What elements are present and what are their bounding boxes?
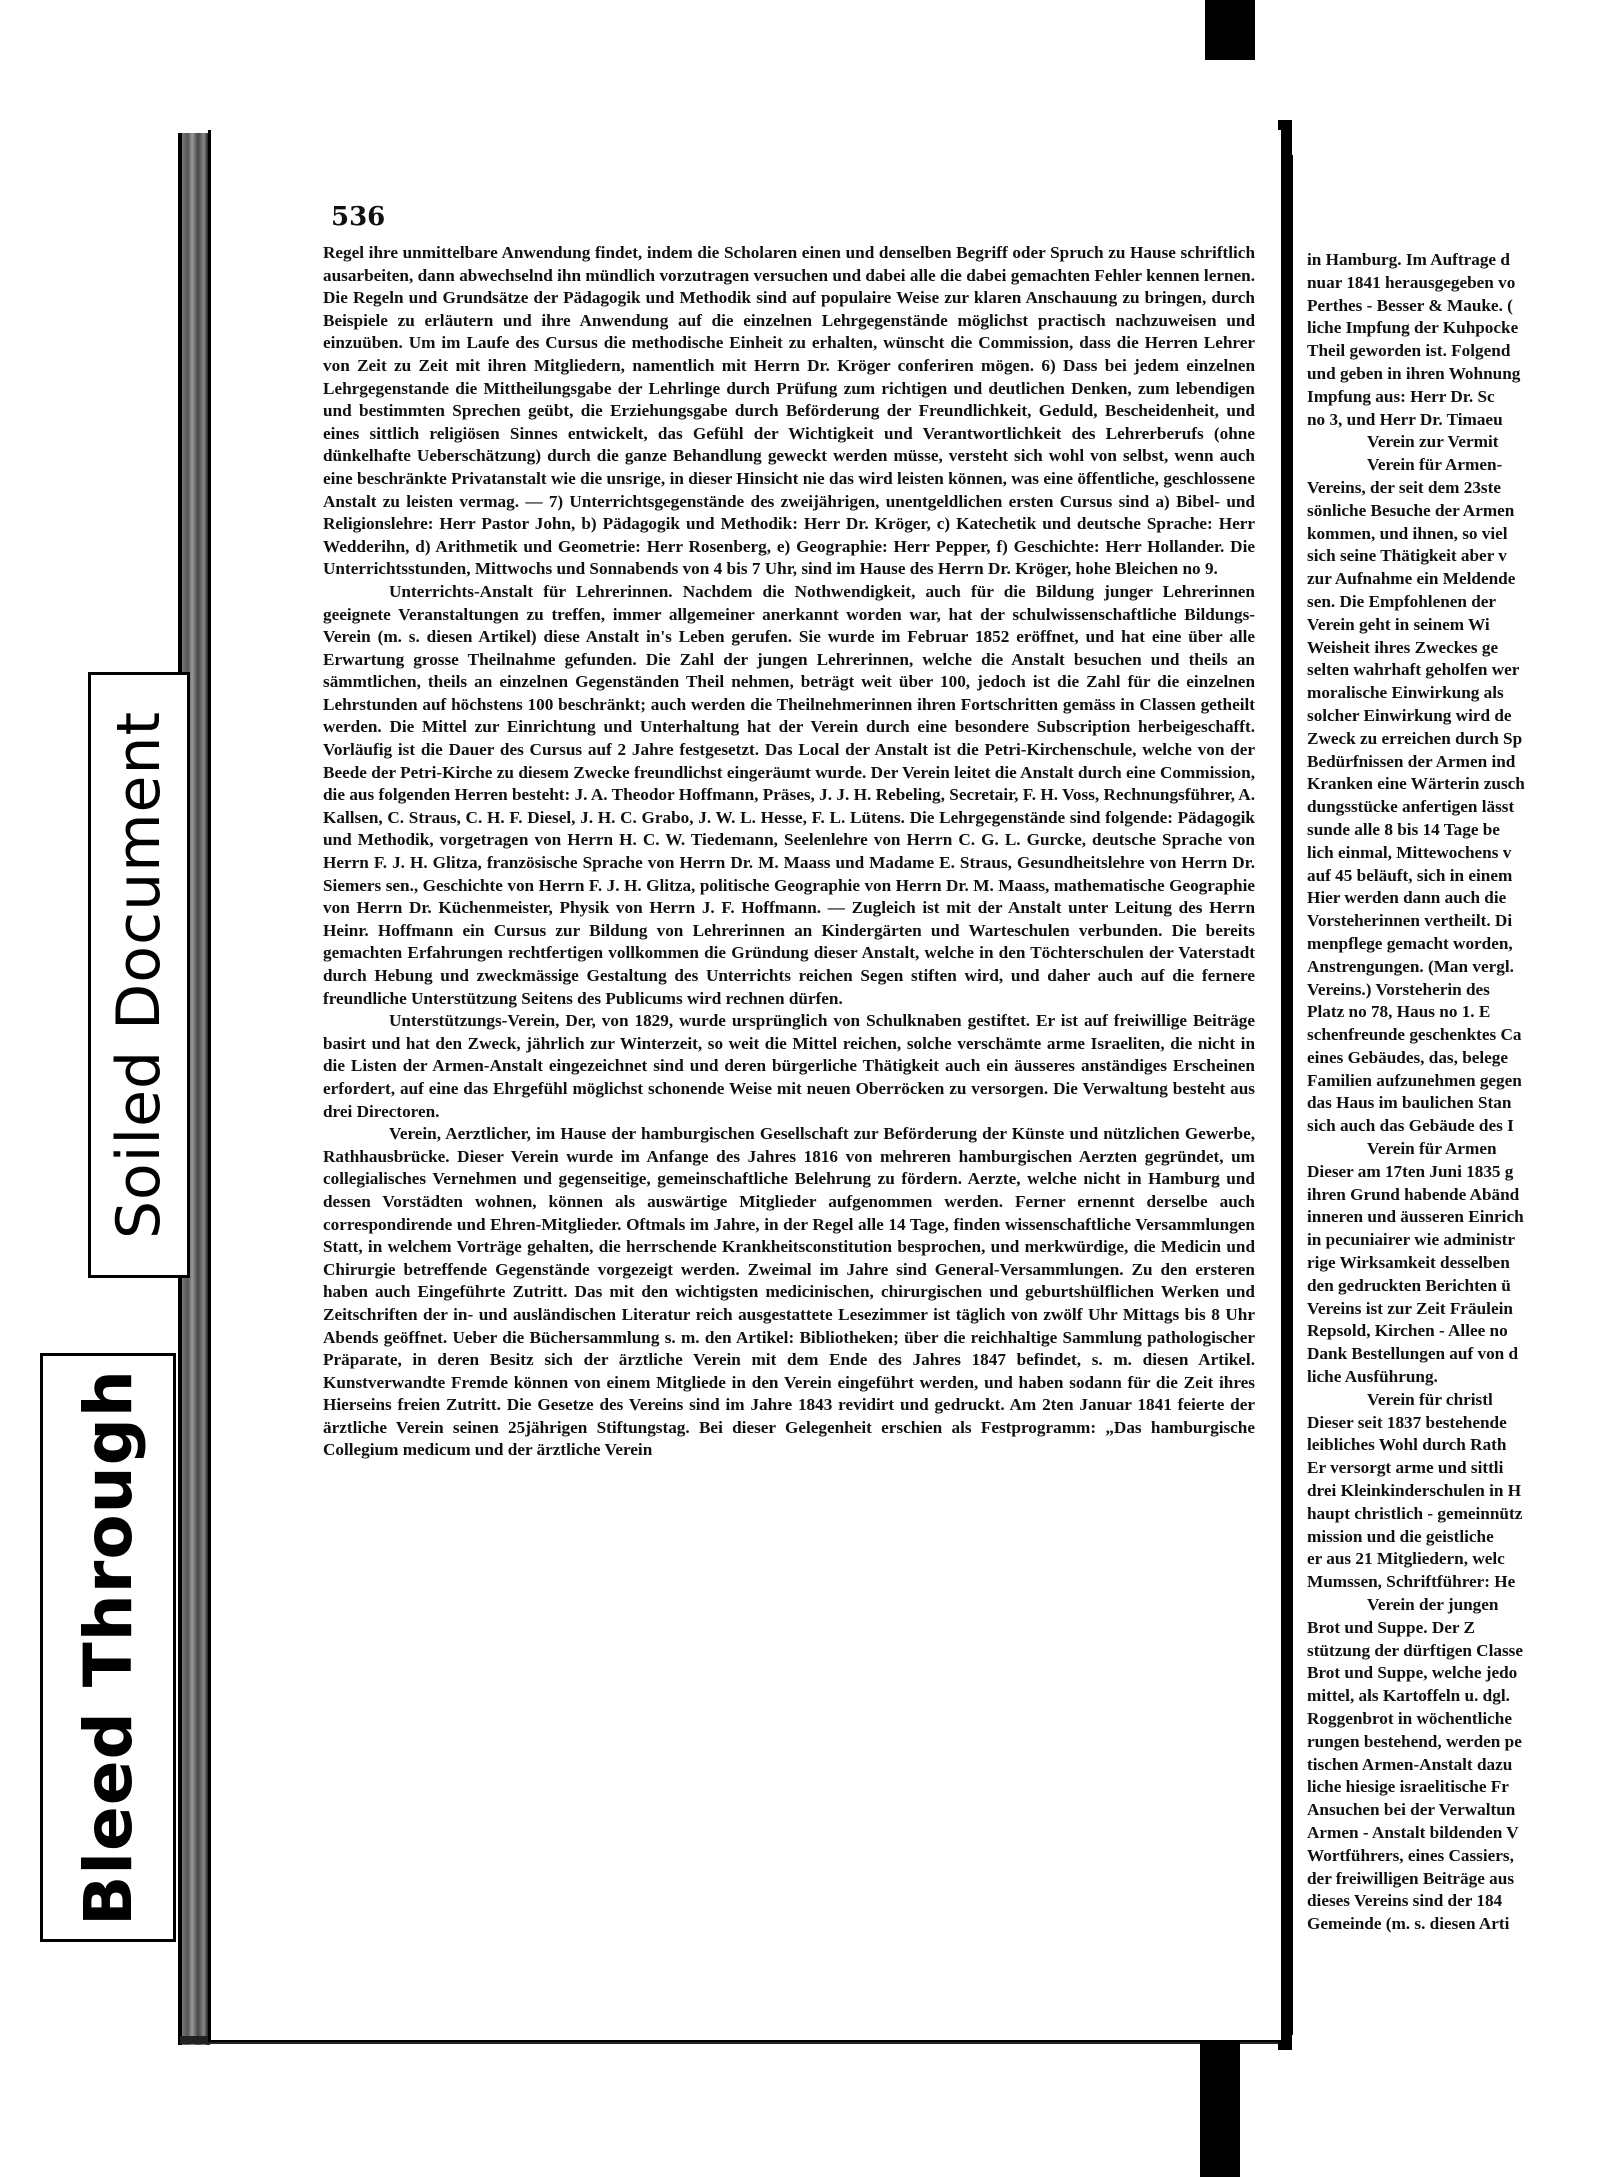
text-line: Weisheit ihres Zweckes ge	[1307, 637, 1499, 657]
text-line: auf 45 beläuft, sich in einem	[1307, 865, 1513, 885]
text-line: Verein geht in seinem Wi	[1307, 614, 1490, 634]
text-line: Familien aufzunehmen gegen	[1307, 1070, 1522, 1090]
paragraph: Regel ihre unmittelbare Anwendung findet, indem die Scholaren einen und denselben Begriff oder Spruch zu Hause schriftlich ausarbeiten, dann abwechselnd ihn mündlich vorzutragen versuchen und dabei alle die dabei gemachten Fehler kennen lernen. Die Regeln und Grundsätze der Pädagogik und Methodik sind auf populaire Weise zur klaren Anschauung zu bringen, durch Beispiele zu erläutern und ihre Anwendung auf die einzelnen Lehrgegenstände möglichst practisch nachzuweisen und einzuüben. Um im Laufe des Cursus die methodische Einheit zu erhalten, wünscht die Commission, dass die Herren Lehrer von Zeit zu Zeit mit ihren Mitgliedern, namentlich mit Herrn Dr. Kröger conferiren mögen. 6) Dass bei jedem einzelnen Lehrgegenstande die Mittheilungsgabe der Lehrlinge durch Prüfung zum richtigen und deutlichen Denken, zum lebendigen und bestimmten Sprechen geübt, die Erziehungsgabe durch Beförderung der Freundlichkeit, Geduld, Bescheidenheit, und eines sittlich religiösen Sinnes entwickelt, das Gefühl der Wichtigkeit und Verantwortlichkeit des Lehrerberufs (ohne dünkelhafte Ueberschätzung) durch die ganze Behandlung geweckt werden müsse, versteht sich wohl von selbst, wenn auch eine beschränkte Privatanstalt wie die unsrige, in dieser Hinsicht nie das wird leisten können, was eine öffentliche, geschlossene Anstalt zu leisten vermag. — 7) Unterrichtsgegenstände des zweijährigen, unentgeldlichen ersten Cursus sind a) Bibel- und Religionslehre: Herr Pastor John, b) Pädagogik und Methodik: Herr Dr. Kröger, c) Katechetik und deutsche Sprache: Herr Wedderihn, d) Arithmetik und Geometrie: Herr Rosenberg, e) Geographie: Herr Pepper, f) Geschichte: Herr Hollander. Die Unterrichtsstunden, Mittwochs und Sonnabends von 4 bis 7 Uhr, sind im Hause des Herrn Dr. Kröger, hohe Bleichen no 9.	[323, 243, 1255, 579]
text-line: lich einmal, Mittewochens v	[1307, 842, 1512, 862]
text-line: Anstrengungen. (Man vergl.	[1307, 956, 1514, 976]
text-line: Theil geworden ist. Folgend	[1307, 341, 1511, 361]
text-line: Armen - Anstalt bildenden V	[1307, 1822, 1519, 1842]
text-line: rige Wirksamkeit desselben	[1307, 1253, 1510, 1273]
text-line: Verein für Armen-	[1367, 455, 1503, 475]
text-line: menpflege gemacht worden,	[1307, 933, 1513, 953]
text-line: sich auch das Gebäude des I	[1307, 1116, 1514, 1136]
text-line: Vereins, der seit dem 23ste	[1307, 477, 1501, 497]
text-line: ihren Grund habende Abänd	[1307, 1184, 1520, 1204]
text-line: mission und die geistliche	[1307, 1526, 1494, 1546]
text-line: kommen, und ihnen, so viel	[1307, 523, 1508, 543]
text-line: in pecuniairer wie administr	[1307, 1230, 1516, 1250]
soiled-document-label: Soiled Document	[104, 710, 175, 1240]
text-line: liche Impfung der Kuhpocke	[1307, 318, 1519, 338]
text-line: no 3, und Herr Dr. Timaeu	[1307, 409, 1503, 429]
text-line: dungsstücke anfertigen lässt	[1307, 797, 1515, 817]
text-line: inneren und äusseren Einrich	[1307, 1207, 1524, 1227]
text-line: Vorsteherinnen vertheilt. Di	[1307, 911, 1513, 931]
text-line: Dieser seit 1837 bestehende	[1307, 1412, 1507, 1432]
text-line: Mumssen, Schriftführer: He	[1307, 1572, 1516, 1592]
text-line: den gedruckten Berichten ü	[1307, 1275, 1511, 1295]
text-line: er aus 21 Mitgliedern, welc	[1307, 1549, 1505, 1569]
text-line: sich seine Thätigkeit aber v	[1307, 546, 1507, 566]
text-line: Er versorgt arme und sittli	[1307, 1458, 1504, 1478]
text-line: Repsold, Kirchen - Allee no	[1307, 1321, 1508, 1341]
text-line: Wortführers, eines Cassiers,	[1307, 1845, 1514, 1865]
right-page-text	[1307, 249, 1600, 1936]
text-line: Verein der jungen	[1367, 1595, 1499, 1615]
text-line: Brot und Suppe, welche jedo	[1307, 1663, 1518, 1683]
text-line: mittel, als Kartoffeln u. dgl.	[1307, 1686, 1510, 1706]
text-line: leibliches Wohl durch Rath	[1307, 1435, 1507, 1455]
paragraph: Verein, Aerztlicher, im Hause der hamburgischen Gesellschaft zur Beförderung der Künste und nützlichen Gewerbe, Rathhausbrücke. Dieser Verein wurde im Anfange des Jahres 1816 von mehreren hamburgischen Aerzten gegründet, um collegialisches Vernehmen und gegenseitige, gemeinschaftliche Belehrung zu fördern. Aerzte, welche nicht in Hamburg und dessen Vorstädten wohnen, können als auswärtige Mitglieder aufgenommen werden. Ferner ernennt derselbe auch correspondirende und Ehren-Mitglieder. Oftmals im Jahre, in der Regel alle 14 Tage, finden wissenschaftliche Versammlungen Statt, in welchem Vorträge gehalten, die herrschende Krankheitsconstitution besprochen, und merkwürdige, die Medicin und Chirurgie betreffende Gegenstände vorgezeigt werden. Zweimal im Jahre sind General-Versammlungen. Zu den ersteren haben auch Eingeführte Zutritt. Das mit den wichtigsten medicinischen, chirurgischen und geburtshülflichen Werken und Zeitschriften der in- und ausländischen Literatur reich ausgestattete Lesezimmer ist täglich von zwölf Uhr Mittags bis 8 Uhr Abends geöffnet. Ueber die Büchersammlung s. m. den Artikel: Bibliotheken; über die reichhaltige Sammlung pathologischer Präparate, in deren Besitz sich der ärztliche Verein mit dem Ende des Jahres 1847 befindet, s. m. diesen Artikel. Kunstverwandte Fremde können von einem Mitgliede in den Verein eingeführt werden, und haben sodann für die Zeit ihres Hierseins freien Zutritt. Die Gesetze des Vereins sind im Jahre 1843 revidirt und gedruckt. Am 2ten Januar 1841 feierte der ärztliche Verein seinen 25jährigen Stiftungstag. Bei dieser Gelegenheit erschien als Festprogramm: „Das hamburgische Collegium medicum und der ärztliche Verein	[323, 1124, 1255, 1460]
text-line: und geben in ihren Wohnung	[1307, 363, 1521, 383]
text-line: Hier werden dann auch die	[1307, 888, 1507, 908]
text-line: sunde alle 8 bis 14 Tage be	[1307, 819, 1500, 839]
text-line: Gemeinde (m. s. diesen Arti	[1307, 1914, 1510, 1934]
text-line: Zweck zu erreichen durch Sp	[1307, 728, 1523, 748]
text-line: Perthes - Besser & Mauke. (	[1307, 295, 1513, 315]
text-line: Kranken eine Wärterin zusch	[1307, 774, 1525, 794]
paragraph: Unterrichts-Anstalt für Lehrerinnen. Nachdem die Nothwendigkeit, auch für die Bildung junger Lehrerinnen geeignete Veranstaltungen zu treffen, immer allgemeiner anerkannt worden war, hat der schulwissenschaftliche Bildungs-Verein (m. s. diesen Artikel) diese Anstalt in's Leben gerufen. Sie wurde im Februar 1852 eröffnet, und hat eine über alle Erwartung grosse Theilnahme gefunden. Die Zahl der jungen Lehrerinnen, welche die Anstalt besuchen und theils an sämmtlichen, theils an einzelnen Gegenständen Theil nehmen, beträgt weit über 100, jedoch ist die Zahl für die einzelnen Lehrstunden auf höchstens 100 beschränkt; auch werden die Theilnehmerinnen ihren Fortschritten gemäss in Classen getheilt werden. Die Mittel zur Einrichtung und Unterhaltung hat der Verein durch eine besondere Subscription herbeigeschafft. Vorläufig ist die Dauer des Cursus auf 2 Jahre festgesetzt. Das Local der Anstalt ist die Petri-Kirchenschule, welche von der Beede der Petri-Kirche zu diesem Zwecke freundlichst eingeräumt wurde. Der Verein leitet die Anstalt durch eine Commission, die aus folgenden Herren besteht: J. A. Theodor Hoffmann, Präses, J. J. H. Rebeling, Secretair, F. H. Voss, Rechnungsführer, A. Kallsen, C. Straus, C. H. F. Diesel, J. H. C. Grabo, J. W. L. Hesse, F. L. Lütens. Die Lehrgegenstände sind folgende: Pädagogik und Methodik, vorgetragen von Herrn H. C. W. Tiedemann, Seelenlehre von Herrn C. G. L. Gurcke, deutsche Sprache von Herrn F. J. H. Glitza, französische Sprache von Herrn Dr. M. Maass und Madame E. Straus, Gesundheitslehre von Herrn Dr. Siemers sen., Geschichte von Herrn F. J. H. Glitza, politische Geographie von Herrn Dr. M. Maass, mathematische Geographie von Herrn Dr. Küchenmeister, Physik von Herrn J. F. Hoffmann. — Zugleich ist mit der Anstalt unter Leitung des Herrn Heinr. Hoffmann ein Cursus zur Bildung von Lehrerinnen an Kindergärten und Warteschulen verbunden. Die bereits gemachten Erfahrungen rechtfertigen vollkommen die Gründung dieser Anstalt, welche in den Töchterschulen der Vaterstadt durch Hebung und zweckmässige Gestaltung des Unterrichts reichen Segen stiften wird, und daher auch auf die fernere freundliche Unterstützung Seitens des Publicums wird rechnen dürfen.	[323, 581, 1255, 1008]
text-line: Brot und Suppe. Der Z	[1307, 1617, 1475, 1637]
text-line: der freiwilligen Beiträge aus	[1307, 1868, 1515, 1888]
soiled-document-stamp	[88, 672, 190, 1278]
text-line: Roggenbrot in wöchentliche	[1307, 1709, 1512, 1728]
text-line: liche hiesige israelitische Fr	[1307, 1777, 1509, 1797]
text-line: stützung der dürftigen Classe	[1307, 1640, 1523, 1660]
text-line: Vereins.) Vorsteherin des	[1307, 979, 1490, 999]
text-line: zur Aufnahme ein Meldende	[1307, 569, 1516, 589]
text-line: Dank Bestellungen auf von d	[1307, 1344, 1519, 1364]
left-page-text	[323, 242, 1255, 1462]
bleed-through-label: Bleed Through	[69, 1369, 147, 1926]
text-line: nuar 1841 herausgegeben vo	[1307, 272, 1516, 292]
binding-strip-bottom	[1200, 2040, 1240, 2177]
page-number: 536	[331, 202, 386, 232]
text-line: in Hamburg. Im Auftrage d	[1307, 250, 1510, 269]
paragraph: Unterstützungs-Verein, Der, von 1829, wurde ursprünglich von Schulknaben gestiftet. Er ist auf freiwillige Beiträge basirt und hat den Zweck, jährlich zur Winterzeit, so weit die Mittel reichen, solche verschämte arme Israeliten, die nicht in die Listen der Armen-Anstalt eingezeichnet sind und deren bürgerliche Thätigkeit auch ein äusseres anständiges Erscheinen erfordert, auf eine das Ehrgefühl möglichst schonende Weise mit neuen Oberröcken zu versorgen. Die Verwaltung besteht aus drei Directoren.	[323, 1011, 1255, 1121]
text-line: dieses Vereins sind der 184	[1307, 1891, 1503, 1911]
text-line: Dieser am 17ten Juni 1835 g	[1307, 1161, 1514, 1181]
text-line: Platz no 78, Haus no 1. E	[1307, 1002, 1491, 1022]
text-line: Verein zur Vermit	[1367, 432, 1499, 452]
text-line: rungen bestehend, werden pe	[1307, 1731, 1522, 1751]
text-line: eines Gebäudes, das, belege	[1307, 1047, 1509, 1067]
text-line: das Haus im baulichen Stan	[1307, 1093, 1512, 1113]
text-line: tischen Armen-Anstalt dazu	[1307, 1754, 1513, 1774]
text-line: drei Kleinkinderschulen in H	[1307, 1481, 1522, 1501]
text-line: haupt christlich - gemeinnütz	[1307, 1503, 1523, 1523]
text-line: sen. Die Empfohlenen der	[1307, 591, 1497, 611]
text-line: schenfreunde geschenktes Ca	[1307, 1025, 1522, 1045]
text-line: liche Ausführung.	[1307, 1367, 1438, 1387]
text-line: Impfung aus: Herr Dr. Sc	[1307, 386, 1495, 406]
left-page	[208, 130, 1281, 2042]
text-line: Vereins ist zur Zeit Fräulein	[1307, 1298, 1513, 1318]
text-line: selten wahrhaft geholfen wer	[1307, 660, 1520, 680]
right-page	[1290, 155, 1600, 2035]
bleed-through-stamp	[40, 1353, 176, 1942]
text-line: sönliche Besuche der Armen	[1307, 500, 1515, 520]
top-black-band	[1205, 0, 1255, 60]
text-line: Ansuchen bei der Verwaltun	[1307, 1800, 1516, 1820]
text-line: Bedürfnissen der Armen ind	[1307, 751, 1516, 771]
text-line: Verein für christl	[1367, 1389, 1493, 1409]
text-line: solcher Einwirkung wird de	[1307, 705, 1512, 725]
text-line: moralische Einwirkung als	[1307, 683, 1504, 703]
text-line: Verein für Armen	[1367, 1139, 1497, 1159]
